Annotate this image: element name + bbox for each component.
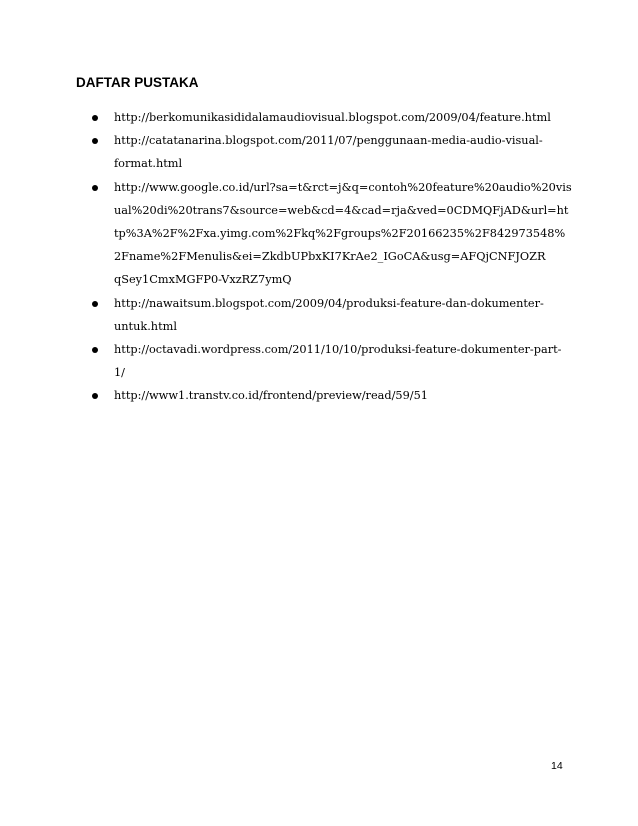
bullet-icon (92, 301, 98, 307)
bullet-icon (92, 347, 98, 353)
reference-item (92, 338, 572, 384)
bullet-icon (92, 185, 98, 191)
reference-line: untuk.html (114, 319, 177, 333)
reference-line: http://octavadi.wordpress.com/2011/10/10/produksi-feature-dokumenter-part- (114, 343, 562, 357)
bullet-icon (92, 115, 98, 121)
reference-line: format.html (114, 157, 183, 171)
reference-line: qSey1CmxMGFP0-VxzRZ7ymQ (114, 273, 292, 287)
reference-line: ual%20di%20trans7&source=web&cd=4&cad=rja&ved=0CDMQFjAD&url=ht (114, 203, 569, 217)
page-number: 14 (551, 760, 563, 772)
reference-line: http://www1.transtv.co.id/frontend/preview/read/59/51 (114, 389, 428, 403)
reference-line: http://nawaitsum.blogspot.com/2009/04/produksi-feature-dan-dokumenter- (114, 296, 544, 310)
bullet-icon (92, 138, 98, 144)
reference-item (92, 292, 572, 338)
page-title: DAFTAR PUSTAKA (76, 75, 199, 90)
reference-line: tp%3A%2F%2Fxa.yimg.com%2Fkq%2Fgroups%2F20166235%2F842973548% (114, 227, 566, 241)
reference-line: 1/ (114, 366, 125, 380)
reference-item (92, 129, 572, 175)
reference-item (92, 176, 572, 292)
reference-line: 2Fname%2FMenulis&ei=ZkdbUPbxKI7KrAe2_IGoCA&usg=AFQjCNFJOZR (114, 250, 546, 264)
bullet-icon (92, 393, 98, 399)
reference-line: http://berkomunikasididalamaudiovisual.blogspot.com/2009/04/feature.html (114, 111, 551, 124)
reference-item (92, 384, 572, 407)
reference-line: http://www.google.co.id/url?sa=t&rct=j&q=contoh%20feature%20audio%20vis (114, 180, 572, 194)
reference-line: http://catatanarina.blogspot.com/2011/07/penggunaan-media-audio-visual- (114, 134, 543, 148)
reference-list (92, 106, 572, 408)
reference-item (92, 106, 572, 129)
